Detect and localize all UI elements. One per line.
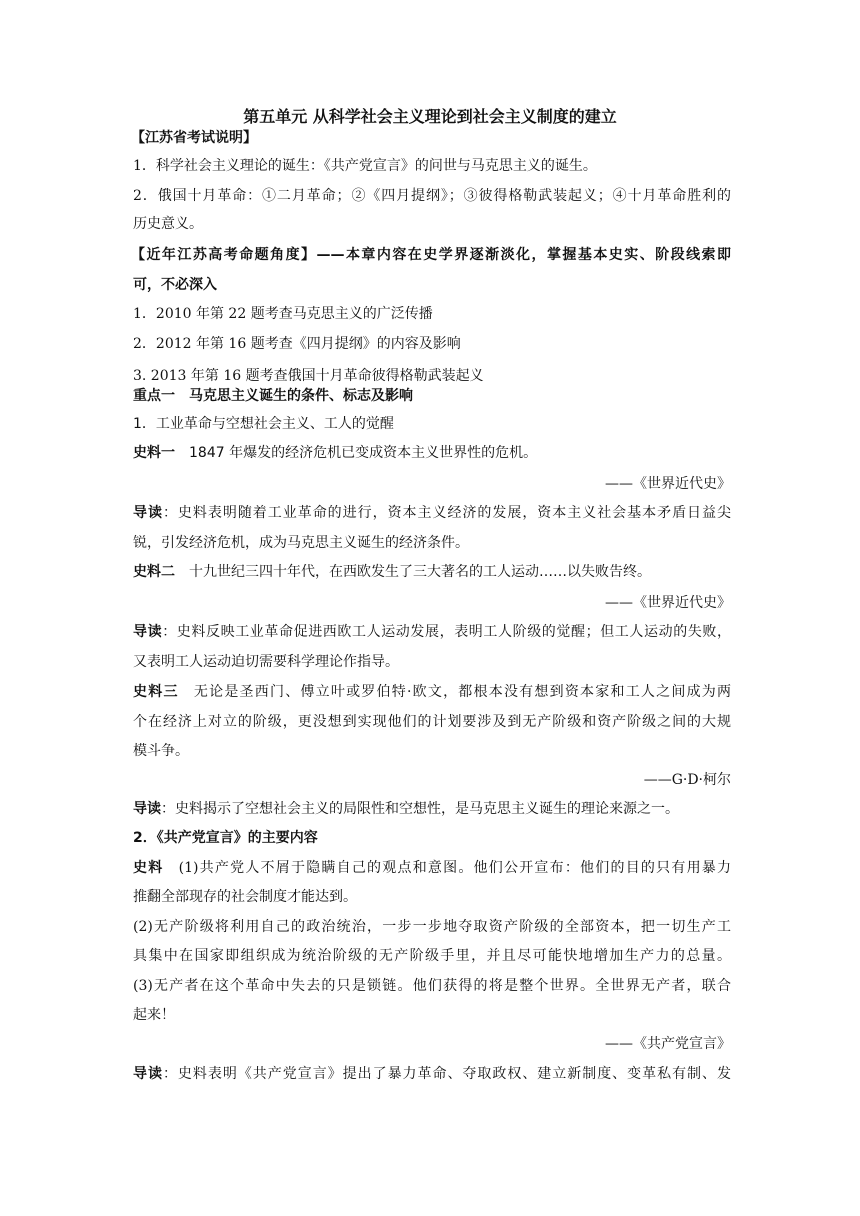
source-1 (133, 443, 731, 463)
guide-text: ：史料表明《共产党宣言》提出了暴力革命、夺取政权、建立新制度、变革私有制、发 (162, 1066, 732, 1082)
angle-item-2: 2．2012 年第 16 题考查《四月提纲》的内容及影响 (133, 336, 461, 352)
guide-4 (133, 1064, 731, 1084)
guide-3 (133, 799, 731, 819)
source-4-line-2: 推翻全部现存的社会制度才能达到。 (133, 889, 357, 905)
source-label: 史料 (133, 860, 164, 876)
source-label: 史料二 (133, 564, 175, 580)
exam-heading: 【江苏省考试说明】 (131, 130, 257, 146)
guide-text: ：史料揭示了空想社会主义的局限性和空想性，是马克思主义诞生的理论来源之一。 (161, 801, 679, 817)
guide-1-cont: 锐，引发经济危机，成为马克思主义诞生的经济条件。 (133, 535, 469, 551)
source-1-citation: ——《世界近代史》 (605, 476, 731, 492)
guide-2 (133, 622, 731, 642)
source-3-line-3: 模斗争。 (133, 743, 189, 759)
guide-2-cont: 又表明工人运动迫切需要科学理论作指导。 (133, 654, 399, 670)
source-3 (133, 682, 731, 702)
guide-label: 导读 (133, 801, 161, 817)
source-4-line-4: 具集中在国家即组织成为统治阶级的无产阶级手里，并且尽可能快地增加生产力的总量。 (133, 948, 731, 964)
source-4 (133, 858, 731, 878)
section-1-heading: 1．工业革命与空想社会主义、工人的觉醒 (133, 416, 394, 432)
angle-heading-cont: 可，不必深入 (133, 277, 217, 293)
source-3-line-2: 个在经济上对立的阶级，更没想到实现他们的计划要涉及到无产阶级和资产阶级之间的大规 (133, 714, 731, 730)
source-4-line-6: 起来！ (133, 1007, 175, 1023)
source-3-citation: ——G·D·柯尔 (643, 772, 731, 788)
guide-1 (133, 503, 731, 523)
source-2-citation: ——《世界近代史》 (605, 595, 731, 611)
exam-item-1: 1．科学社会主义理论的诞生：《共产党宣言》的问世与马克思主义的诞生。 (133, 158, 597, 174)
key-point-heading: 重点一 马克思主义诞生的条件、标志及影响 (133, 388, 413, 404)
guide-text: ：史料表明随着工业革命的进行，资本主义经济的发展，资本主义社会基本矛盾日益尖 (162, 505, 732, 521)
guide-label: 导读 (133, 624, 163, 640)
source-text: 十九世纪三四十年代，在西欧发生了三大著名的工人运动……以失败告终。 (175, 564, 651, 580)
source-2 (133, 562, 731, 582)
source-text: (1)共产党人不屑于隐瞒自己的观点和意图。他们公开宣布：他们的目的只有用暴力 (163, 860, 731, 876)
guide-label: 导读 (133, 505, 163, 521)
source-label: 史料一 (133, 445, 175, 461)
guide-text: ：史料反映工业革命促进西欧工人运动发展，表明工人阶级的觉醒；但工人运动的失败， (162, 624, 732, 640)
angle-heading: 【近年江苏高考命题角度】——本章内容在史学界逐渐淡化，掌握基本史实、阶段线索即 (131, 247, 731, 263)
exam-item-2-cont: 历史意义。 (133, 216, 203, 232)
source-4-citation: ——《共产党宣言》 (605, 1036, 731, 1052)
unit-title: 第五单元 从科学社会主义理论到社会主义制度的建立 (243, 107, 617, 126)
section-2-heading: 2．《共产党宣言》的主要内容 (133, 830, 318, 846)
source-4-line-5: (3)无产者在这个革命中失去的只是锁链。他们获得的将是整个世界。全世界无产者，联合 (133, 978, 731, 994)
source-text: 1847 年爆发的经济危机已变成资本主义世界性的危机。 (175, 445, 538, 461)
exam-item-2: 2．俄国十月革命：①二月革命；②《四月提纲》；③彼得格勒武装起义；④十月革命胜利的 (133, 188, 731, 204)
source-text: 无论是圣西门、傅立叶或罗伯特·欧文，都根本没有想到资本家和工人之间成为两 (178, 684, 732, 700)
angle-item-3: 3. 2013 年第 16 题考查俄国十月革命彼得格勒武装起义 (133, 368, 484, 384)
source-label: 史料三 (133, 684, 179, 700)
source-4-line-3: (2)无产阶级将利用自己的政治统治，一步一步地夺取资产阶级的全部资本，把一切生产工 (133, 919, 731, 935)
guide-label: 导读 (133, 1066, 163, 1082)
angle-item-1: 1．2010 年第 22 题考查马克思主义的广泛传播 (133, 306, 433, 322)
